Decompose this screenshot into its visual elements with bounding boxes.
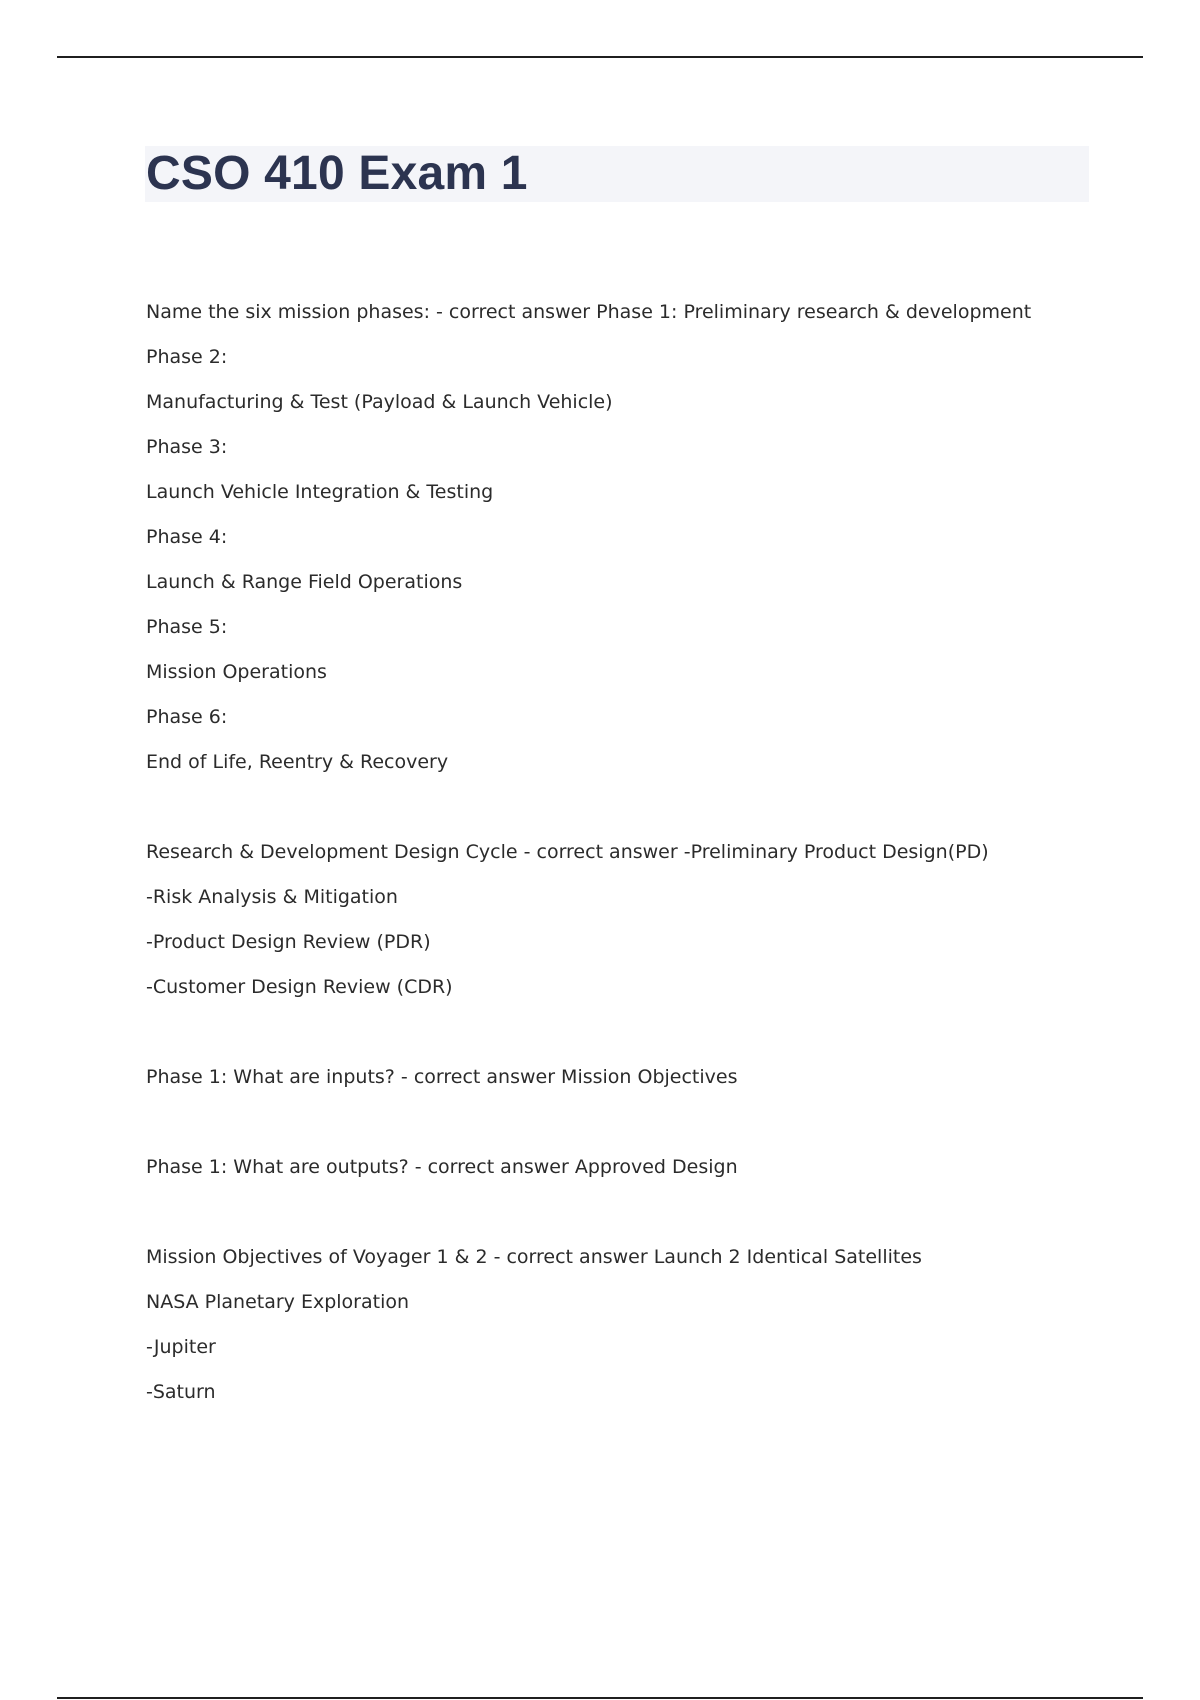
qa-line: Phase 3: [146,436,228,458]
qa-line: -Risk Analysis & Mitigation [146,886,398,908]
qa-line: Phase 6: [146,706,228,728]
qa-line: -Saturn [146,1381,216,1403]
document-body [146,290,1106,1460]
qa-line: -Jupiter [146,1336,216,1358]
qa-line: Launch Vehicle Integration & Testing [146,481,494,503]
qa-line: Phase 2: [146,346,228,368]
top-rule [57,56,1143,58]
qa-item-phase1-inputs [146,1055,1106,1100]
qa-line: -Customer Design Review (CDR) [146,976,453,998]
qa-line: Launch & Range Field Operations [146,571,463,593]
qa-line: End of Life, Reentry & Recovery [146,751,449,773]
qa-line: Phase 1: What are outputs? - correct answer Approved Design [146,1156,738,1178]
qa-line: Research & Development Design Cycle - correct answer -Preliminary Product Design(PD) [146,841,989,863]
qa-item-design-cycle [146,830,1106,1010]
qa-line: Mission Objectives of Voyager 1 & 2 - correct answer Launch 2 Identical Satellites [146,1246,922,1268]
qa-line: Phase 5: [146,616,228,638]
bottom-rule [57,1697,1143,1699]
qa-item-voyager-objectives [146,1235,1106,1415]
qa-line: NASA Planetary Exploration [146,1291,410,1313]
qa-line: Phase 4: [146,526,228,548]
qa-line: Mission Operations [146,661,327,683]
qa-line: Phase 1: What are inputs? - correct answer Mission Objectives [146,1066,738,1088]
qa-item-phase1-outputs [146,1145,1106,1190]
qa-line: -Product Design Review (PDR) [146,931,431,953]
qa-line: Name the six mission phases: - correct answer Phase 1: Preliminary research & development [146,301,1032,323]
qa-item-mission-phases [146,290,1106,785]
qa-line: Manufacturing & Test (Payload & Launch Vehicle) [146,391,613,413]
document-title: CSO 410 Exam 1 [146,147,528,200]
